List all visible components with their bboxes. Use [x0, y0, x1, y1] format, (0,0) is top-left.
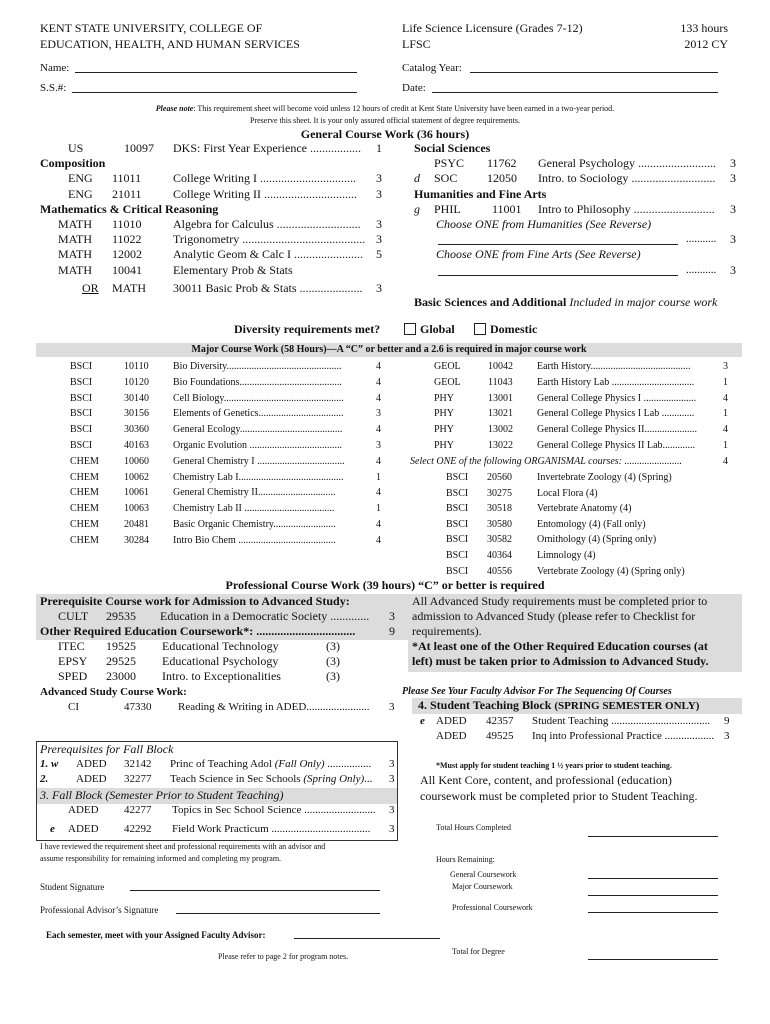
total-completed-field[interactable]: [588, 836, 718, 837]
course-number: 13001: [488, 392, 513, 404]
course-number: 11011: [112, 171, 142, 186]
meet-advisor-label: Each semester, meet with your Assigned Faculty Advisor:: [46, 930, 266, 940]
course-dept: US: [68, 141, 84, 155]
course-dept: CHEM: [70, 503, 99, 515]
course-number: 21011: [112, 186, 142, 201]
other-head: Other Required Education Coursework*: .................................: [40, 624, 356, 638]
adv-bold-2: left) must be taken prior to Admission to Advanced Study.: [412, 654, 709, 668]
course-number: 30580: [487, 518, 512, 530]
course-title: Chemistry Lab II ....................................: [173, 503, 335, 515]
all-kent-2: coursework must be completed prior to Student Teaching.: [420, 789, 698, 803]
course-title: Vertebrate Zoology (4) (Spring only): [537, 565, 685, 577]
general-coursework-label: General Coursework: [450, 870, 517, 879]
ci-dept: CI: [68, 701, 79, 713]
ci-title: Reading & Writing in ADED.......................: [178, 701, 370, 713]
global-checkbox[interactable]: [404, 323, 416, 335]
course-dept: ADED: [76, 773, 107, 785]
course-dept: BSCI: [446, 518, 469, 530]
course-title: Elementary Prob & Stats: [173, 262, 293, 277]
course-number: 30582: [487, 534, 512, 546]
course-dept: ADED: [436, 715, 467, 727]
course-title: Ornithology (4) (Spring only): [537, 534, 657, 546]
course-hours: 4: [376, 424, 381, 436]
course-title: General College Physics II.....................: [537, 424, 697, 436]
course-hours: 3: [376, 186, 382, 201]
course-dept: CHEM: [70, 455, 99, 467]
fall-prereq-head: Prerequisites for Fall Block: [40, 742, 174, 756]
advisor-signature-label: Professional Advisor’s Signature: [40, 905, 159, 915]
catalog-year-label: Catalog Year:: [402, 62, 462, 74]
course-hours: 4: [376, 392, 381, 404]
course-title: General College Physics I .....................: [537, 392, 697, 404]
course-hours: 3: [376, 408, 381, 420]
course-title: Local Flora (4): [537, 487, 598, 499]
course-number: 13002: [488, 424, 513, 436]
choose-finearts: Choose ONE from Fine Arts (See Reverse): [436, 247, 641, 261]
course-number: 10062: [124, 471, 149, 483]
course-dept: PSYC: [434, 156, 465, 170]
professional-title: Professional Course Work (39 hours) “C” or better is required: [225, 578, 545, 592]
course-title: General Chemistry II...............................: [173, 487, 336, 499]
general-title: General Course Work (36 hours): [300, 127, 470, 141]
course-number: 40163: [124, 440, 149, 451]
course-title: Earth History........................................: [537, 361, 691, 372]
course-title: Student Teaching ....................................: [532, 715, 711, 727]
hum-mark: g: [414, 202, 420, 216]
course-dept: CHEM: [70, 519, 99, 530]
humanities-field[interactable]: [438, 244, 678, 245]
total-hours: 133 hours: [680, 21, 728, 35]
course-hours: 4: [376, 455, 381, 467]
course-dept: PHY: [434, 424, 455, 436]
course-hours: 4: [723, 392, 728, 404]
course-hours: 3: [730, 171, 736, 186]
course-hours: 4: [376, 534, 381, 546]
course-title: College Writing II ...............................: [173, 186, 357, 201]
total-degree-label: Total for Degree: [452, 947, 505, 956]
course-title: Intro. to Sociology ............................: [538, 171, 716, 186]
section-heading: Composition: [40, 156, 106, 171]
block3-head: 3. Fall Block (Semester Prior to Student Teaching): [40, 788, 284, 802]
course-title: Algebra for Calculus ............................: [173, 217, 361, 231]
program-code: LFSC: [402, 37, 431, 51]
course-hours: 5: [376, 247, 382, 262]
course-number: 32277: [124, 773, 152, 785]
ci-num: 47330: [124, 701, 152, 713]
organismal-select: Select ONE of the following ORGANISMAL courses: .......................: [410, 456, 683, 467]
date-label: Date:: [402, 82, 426, 94]
course-mark: d: [414, 171, 420, 186]
course-title: Basic Organic Chemistry.........................: [173, 519, 336, 530]
course-dept: BSCI: [446, 565, 469, 577]
course-title: Entomology (4) (Fall only): [537, 518, 646, 530]
student-signature-field[interactable]: [130, 890, 380, 891]
major-coursework-field[interactable]: [588, 895, 718, 896]
course-title: Field Work Practicum ....................................: [172, 823, 371, 835]
adv-note-3: requirements).: [412, 624, 482, 638]
course-hours: 3: [730, 156, 736, 170]
course-dept: ITEC: [58, 639, 85, 653]
student-signature-label: Student Signature: [40, 882, 105, 892]
cult-dept: CULT: [58, 609, 89, 623]
review-line-2: assume responsibility for remaining informed and completing my program.: [40, 854, 282, 863]
course-hours: 3: [724, 730, 730, 742]
course-dept: PHY: [434, 408, 455, 420]
course-number: 29525: [106, 654, 136, 668]
total-completed-label: Total Hours Completed: [436, 823, 511, 832]
course-dept: BSCI: [70, 392, 93, 404]
course-number: 12002: [112, 247, 142, 262]
course-title: Teach Science in Sec Schools (Spring Only)...: [170, 773, 373, 785]
course-dept: ENG: [68, 186, 93, 201]
course-number: 30156: [124, 408, 149, 420]
course-title: Inq into Professional Practice ..................: [532, 730, 715, 742]
course-title: General Psychology ..........................: [538, 156, 716, 170]
all-kent-1: All Kent Core, content, and professional (education): [420, 773, 672, 787]
course-number: 11022: [112, 232, 142, 247]
name-field[interactable]: [75, 72, 357, 73]
course-dept: BSCI: [446, 550, 469, 561]
course-dept: SOC: [434, 171, 458, 186]
review-line-1: I have reviewed the requirement sheet and professional requirements with an advisor and: [40, 842, 326, 851]
notice-line-2: Preserve this sheet. It is your only assured official statement of degree requirements.: [250, 116, 520, 125]
course-number: 13021: [488, 408, 513, 420]
course-title: General College Physics I Lab .............: [537, 408, 695, 420]
course-number: 10060: [124, 455, 149, 467]
course-title: Vertebrate Anatomy (4): [537, 503, 632, 515]
ci-hours: 3: [389, 701, 395, 713]
course-title: Invertebrate Zoology (4) (Spring): [537, 472, 672, 483]
choose1-hours: 3: [730, 232, 736, 246]
course-dept: GEOL: [434, 376, 461, 388]
course-title: Educational Technology: [162, 639, 279, 653]
course-hours: 1: [376, 471, 381, 483]
course-title: General Chemistry I ...................................: [173, 455, 345, 467]
course-dept: ADED: [76, 758, 107, 770]
or-course: 30011 Basic Prob & Stats .....................: [173, 281, 363, 295]
course-mark: 2.: [40, 773, 49, 785]
course-hours: 3: [376, 171, 382, 186]
course-hours: 1: [723, 440, 728, 451]
course-hours: 1: [723, 408, 728, 420]
hum-hours: 3: [730, 202, 736, 216]
refer-note: Please refer to page 2 for program notes.: [218, 952, 349, 961]
course-dept: PHY: [434, 440, 455, 451]
course-dept: BSCI: [70, 376, 93, 388]
course-dept: ADED: [68, 804, 99, 816]
choose-humanities: Choose ONE from Humanities (See Reverse): [436, 217, 652, 231]
organismal-hours: 4: [723, 456, 728, 467]
course-mark: 1. w: [40, 758, 59, 770]
notice-line-1: Please note: This requirement sheet will become void unless 12 hours of credit at Kent State University have been earned in a two-year period.: [155, 104, 615, 113]
cult-title: Education in a Democratic Society .............: [160, 609, 370, 623]
course-title: Earth History Lab .................................: [537, 376, 695, 388]
course-number: 30284: [124, 534, 149, 546]
course-dept: BSCI: [446, 472, 469, 483]
course-dept: ADED: [68, 823, 99, 835]
course-dept: BSCI: [70, 440, 93, 451]
course-title: Intro. to Exceptionalities: [162, 669, 281, 683]
course-number: 30275: [487, 487, 512, 499]
hum-dept: PHIL: [434, 202, 461, 216]
course-title: Limnology (4): [537, 550, 596, 561]
course-title: Analytic Geom & Calc I .......................: [173, 247, 363, 262]
catalog-cy: 2012 CY: [684, 37, 728, 51]
name-label: Name:: [40, 62, 70, 74]
course-mark: e: [420, 715, 425, 727]
course-title: Topics in Sec School Science ..........................: [172, 804, 376, 816]
course-hours: 4: [376, 361, 381, 372]
course-dept: BSCI: [446, 487, 469, 499]
course-title: Princ of Teaching Adol (Fall Only) ................: [170, 758, 372, 770]
course-number: 42357: [486, 715, 514, 727]
course-hours: (3): [326, 669, 340, 683]
course-title: Organic Evolution .....................................: [173, 440, 342, 451]
course-title: Intro Bio Chem .......................................: [173, 534, 336, 546]
diversity-domestic[interactable]: Domestic: [474, 323, 537, 337]
course-dept: CHEM: [70, 534, 99, 546]
course-dept: ENG: [68, 171, 93, 186]
diversity-global[interactable]: Global: [404, 323, 455, 337]
ss-label: S.S.#:: [40, 82, 67, 94]
course-hours: 1: [376, 141, 382, 155]
hours-remaining-label: Hours Remaining:: [436, 855, 495, 864]
course-title: Educational Psychology: [162, 654, 279, 668]
prereq-head: Prerequisite Course work for Admission to Advanced Study:: [40, 594, 350, 608]
course-number: 42277: [124, 804, 152, 816]
course-number: 10042: [488, 361, 513, 372]
course-number: 20560: [487, 472, 512, 483]
course-hours: 4: [723, 424, 728, 436]
course-dept: BSCI: [446, 534, 469, 546]
course-number: 13022: [488, 440, 513, 451]
course-number: 20481: [124, 519, 149, 530]
section-heading: Mathematics & Critical Reasoning: [40, 201, 219, 216]
course-hours: 3: [723, 361, 728, 372]
course-number: 10120: [124, 376, 149, 388]
course-title: Elements of Genetics..................................: [173, 408, 344, 420]
course-number: 49525: [486, 730, 514, 742]
advisor-sequencing-note: Please See Your Faculty Advisor For The Sequencing Of Courses: [402, 686, 672, 697]
course-hours: 3: [376, 217, 382, 231]
course-hours: (3): [326, 639, 340, 653]
course-hours: 3: [376, 440, 381, 451]
course-number: 10041: [112, 262, 142, 277]
course-number: 42292: [124, 823, 152, 835]
course-number: 30518: [487, 503, 512, 515]
course-hours: 3: [389, 823, 395, 835]
course-number: 30140: [124, 392, 149, 404]
course-number: 10063: [124, 503, 149, 515]
course-dept: BSCI: [70, 361, 93, 372]
or-dept: MATH: [112, 281, 147, 295]
course-dept: BSCI: [446, 503, 469, 515]
university-line-1: KENT STATE UNIVERSITY, COLLEGE OF: [40, 21, 263, 35]
general-coursework-field[interactable]: [588, 878, 718, 879]
course-dept: GEOL: [434, 361, 461, 372]
course-hours: 1: [723, 376, 728, 388]
course-title: College Writing I ................................: [173, 171, 356, 186]
course-hours: 9: [724, 715, 730, 727]
course-dept: ADED: [436, 730, 467, 742]
professional-coursework-label: Professional Coursework: [452, 903, 533, 912]
advanced-study-head: Advanced Study Course Work:: [40, 686, 187, 698]
date-field[interactable]: [432, 92, 718, 93]
cult-num: 29535: [106, 609, 136, 623]
course-number: 32142: [124, 758, 152, 770]
major-title: Major Course Work (58 Hours)—A “C” or better and a 2.6 is required in major course work: [191, 344, 587, 355]
course-dept: MATH: [58, 232, 93, 247]
or-label: OR: [82, 281, 99, 295]
adv-bold-1: *At least one of the Other Required Education courses (at: [412, 639, 708, 653]
choose1-dots: ...........: [686, 233, 717, 245]
course-number: 40556: [487, 565, 512, 577]
total-degree-field[interactable]: [588, 959, 718, 960]
course-title: General College Physics II Lab.............: [537, 440, 696, 451]
course-title: Bio Foundations.........................................: [173, 376, 342, 388]
basic-sciences: Basic Sciences and Additional Included in major course work: [414, 295, 718, 309]
course-hours: 3: [389, 804, 395, 816]
course-number: 40364: [487, 550, 512, 561]
cult-hours: 3: [389, 609, 395, 623]
course-number: 23000: [106, 669, 136, 683]
choose2-dots: ...........: [686, 264, 717, 276]
course-number: 30360: [124, 424, 149, 436]
domestic-checkbox[interactable]: [474, 323, 486, 335]
social-head: Social Sciences: [414, 141, 491, 155]
professional-coursework-field[interactable]: [588, 912, 718, 913]
diversity-label: Diversity requirements met?: [234, 322, 381, 336]
course-hours: 4: [376, 487, 381, 499]
course-hours: 3: [389, 758, 395, 770]
course-title: Chemistry Lab I..........................................: [173, 471, 344, 483]
course-title: Trigonometry .........................................: [173, 232, 366, 247]
course-dept: CHEM: [70, 487, 99, 499]
course-hours: (3): [326, 654, 340, 668]
course-mark: e: [50, 823, 55, 835]
course-number: 11762: [487, 156, 517, 170]
course-dept: MATH: [58, 262, 93, 277]
course-title: DKS: First Year Experience .................: [173, 141, 361, 155]
course-number: 19525: [106, 639, 136, 653]
finearts-field[interactable]: [438, 275, 678, 276]
course-hours: 4: [376, 519, 381, 530]
course-number: 11010: [112, 217, 142, 231]
course-hours: 1: [376, 503, 381, 515]
course-dept: MATH: [58, 217, 93, 231]
other-hours: 9: [389, 624, 395, 638]
course-number: 10097: [124, 141, 154, 155]
or-hours: 3: [376, 281, 382, 295]
course-dept: CHEM: [70, 471, 99, 483]
course-dept: PHY: [434, 392, 455, 404]
course-title: Bio Diversity..............................................: [173, 361, 342, 372]
humanities-head: Humanities and Fine Arts: [414, 187, 547, 201]
university-line-2: EDUCATION, HEALTH, AND HUMAN SERVICES: [40, 37, 300, 51]
course-hours: 4: [376, 376, 381, 388]
course-dept: EPSY: [58, 654, 88, 668]
hum-title: Intro to Philosophy ...........................: [538, 202, 715, 216]
major-coursework-label: Major Coursework: [452, 882, 513, 891]
course-number: 11043: [488, 376, 513, 388]
advisor-signature-field[interactable]: [176, 913, 380, 914]
course-title: General Ecology.........................................: [173, 424, 343, 436]
ss-field[interactable]: [72, 92, 357, 93]
student-teaching-head: 4. Student Teaching Block (SPRING SEMESTER ONLY): [418, 698, 700, 712]
hum-num: 11001: [492, 202, 522, 216]
course-hours: 3: [389, 773, 395, 785]
course-dept: SPED: [58, 669, 88, 683]
catalog-year-field[interactable]: [470, 72, 718, 73]
course-dept: MATH: [58, 247, 93, 262]
choose2-hours: 3: [730, 263, 736, 277]
program-title: Life Science Licensure (Grades 7-12): [402, 21, 583, 35]
course-number: 10110: [124, 361, 149, 372]
course-hours: 3: [376, 232, 382, 247]
adv-note-2: admission to Advanced Study (please refer to Checklist for: [412, 609, 696, 623]
course-number: 10061: [124, 487, 149, 499]
assigned-advisor-field[interactable]: [294, 938, 440, 939]
adv-note-1: All Advanced Study requirements must be completed prior to: [412, 594, 708, 608]
course-dept: BSCI: [70, 424, 93, 436]
apply-note: *Must apply for student teaching 1 ½ years prior to student teaching.: [436, 761, 672, 770]
course-title: Cell Biology................................................: [173, 392, 344, 404]
course-dept: BSCI: [70, 408, 93, 420]
course-number: 12050: [487, 171, 517, 186]
